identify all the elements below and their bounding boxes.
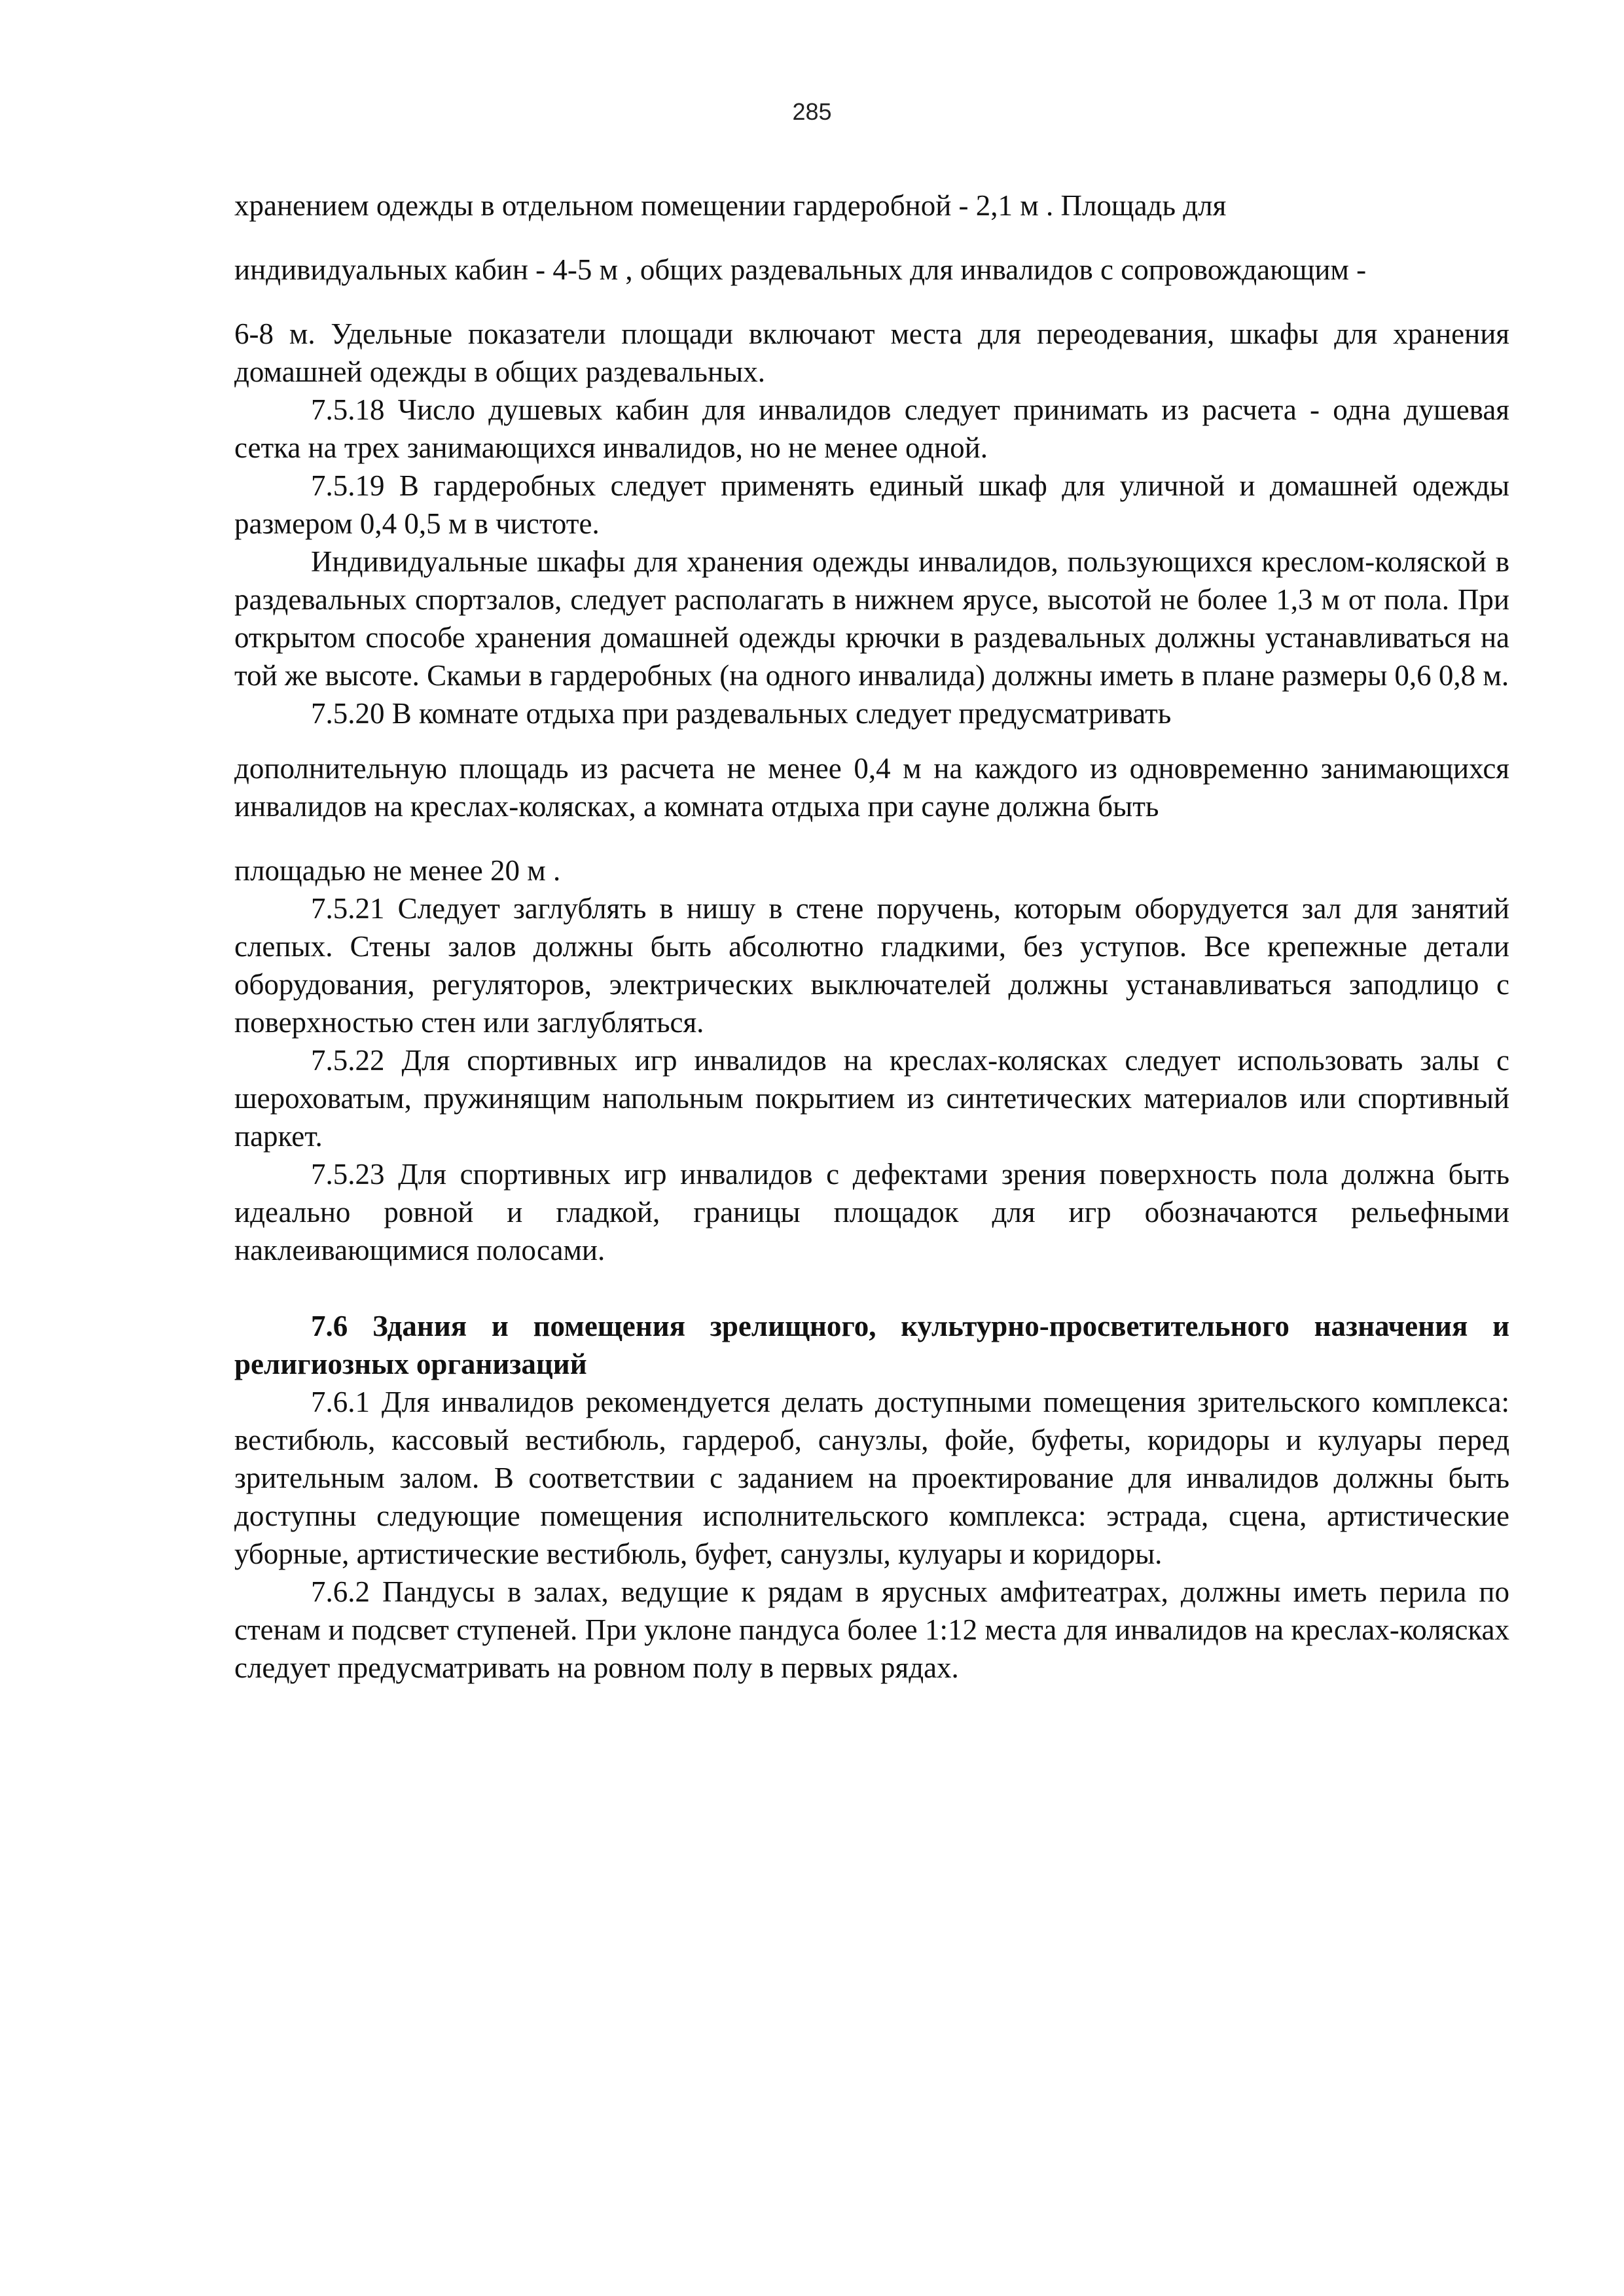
clause-lockers: Индивидуальные шкафы для хранения одежды инвалидов, пользующихся креслом-коляской в раздевальных спортзалов, следует располагать в нижнем ярусе, высотой не более 1,3 м от пола. При открытом способе хранения домашней одежды крючки в раздевальных должны устанавливаться на той же высоте. Скамьи в гардеробных (на одного инвалида) должны иметь в плане размеры 0,6 0,8 м. (234, 545, 1509, 692)
clause-7-5-18: 7.5.18 Число душевых кабин для инвалидов следует принимать из расчета - одна душевая сетка на трех занимающихся инвалидов, но не менее одной. (234, 393, 1509, 464)
paragraph-cont-line-1: хранением одежды в отдельном помещении гардеробной - 2,1 м . Площадь для (234, 189, 1227, 222)
clause-7-5-22: 7.5.22 Для спортивных игр инвалидов на креслах-колясках следует использовать залы с шероховатым, пружинящим напольным покрытием из синтетических материалов или спортивный паркет. (234, 1044, 1509, 1153)
clause-7-5-20-line-3: площадью не менее 20 м . (234, 854, 561, 887)
clause-7-6-1: 7.6.1 Для инвалидов рекомендуется делать доступными помещения зрительского комплекса: вестибюль, кассовый вестибюль, гардероб, санузлы, фойе, буфеты, коридоры и кулуары перед зрительным залом. В соответствии с заданием на проектирование для инвалидов должны быть доступны следующие помещения исполнительского комплекса: эстрада, сцена, артистические уборные, артистические вестибюль, буфет, санузлы, кулуары и коридоры. (234, 1386, 1509, 1570)
clause-7-5-20-line-2: дополнительную площадь из расчета не менее 0,4 м на каждого из одновременно занимающихся инвалидов на креслах-колясках, а комната отдыха при сауне должна быть (234, 752, 1509, 823)
clause-7-5-21: 7.5.21 Следует заглублять в нишу в стене поручень, которым оборудуется зал для занятий слепых. Стены залов должны быть абсолютно гладкими, без уступов. Все крепежные детали оборудования, регуляторов, электрических выключателей должны устанавливаться заподлицо с поверхностью стен или заглубляться. (234, 892, 1509, 1039)
page-number: 285 (792, 98, 832, 125)
clause-7-5-20-line-1: 7.5.20 В комнате отдыха при раздевальных следует предусматривать (311, 697, 1172, 730)
clause-7-5-19: 7.5.19 В гардеробных следует применять единый шкаф для уличной и домашней одежды размером 0,4 0,5 м в чистоте. (234, 469, 1509, 540)
paragraph-cont-line-2: индивидуальных кабин - 4-5 м , общих раздевальных для инвалидов с сопровождающим - (234, 253, 1367, 286)
clause-7-5-23: 7.5.23 Для спортивных игр инвалидов с дефектами зрения поверхность пола должна быть идеально ровной и гладкой, границы площадок для игр обозначаются рельефными наклеивающимися полосами. (234, 1158, 1509, 1266)
document-body (234, 187, 1509, 1687)
section-heading-7-6: 7.6 Здания и помещения зрелищного, культурно-просветительного назначения и религиозных организаций (234, 1310, 1509, 1380)
clause-7-6-2: 7.6.2 Пандусы в залах, ведущие к рядам в ярусных амфитеатрах, должны иметь перила по стенам и подсвет ступеней. При уклоне пандуса более 1:12 места для инвалидов на креслах-колясках следует предусматривать на ровном полу в первых рядах. (234, 1575, 1509, 1684)
paragraph-cont-rest: 6-8 м. Удельные показатели площади включают места для переодевания, шкафы для хранения домашней одежды в общих раздевальных. (234, 317, 1509, 388)
